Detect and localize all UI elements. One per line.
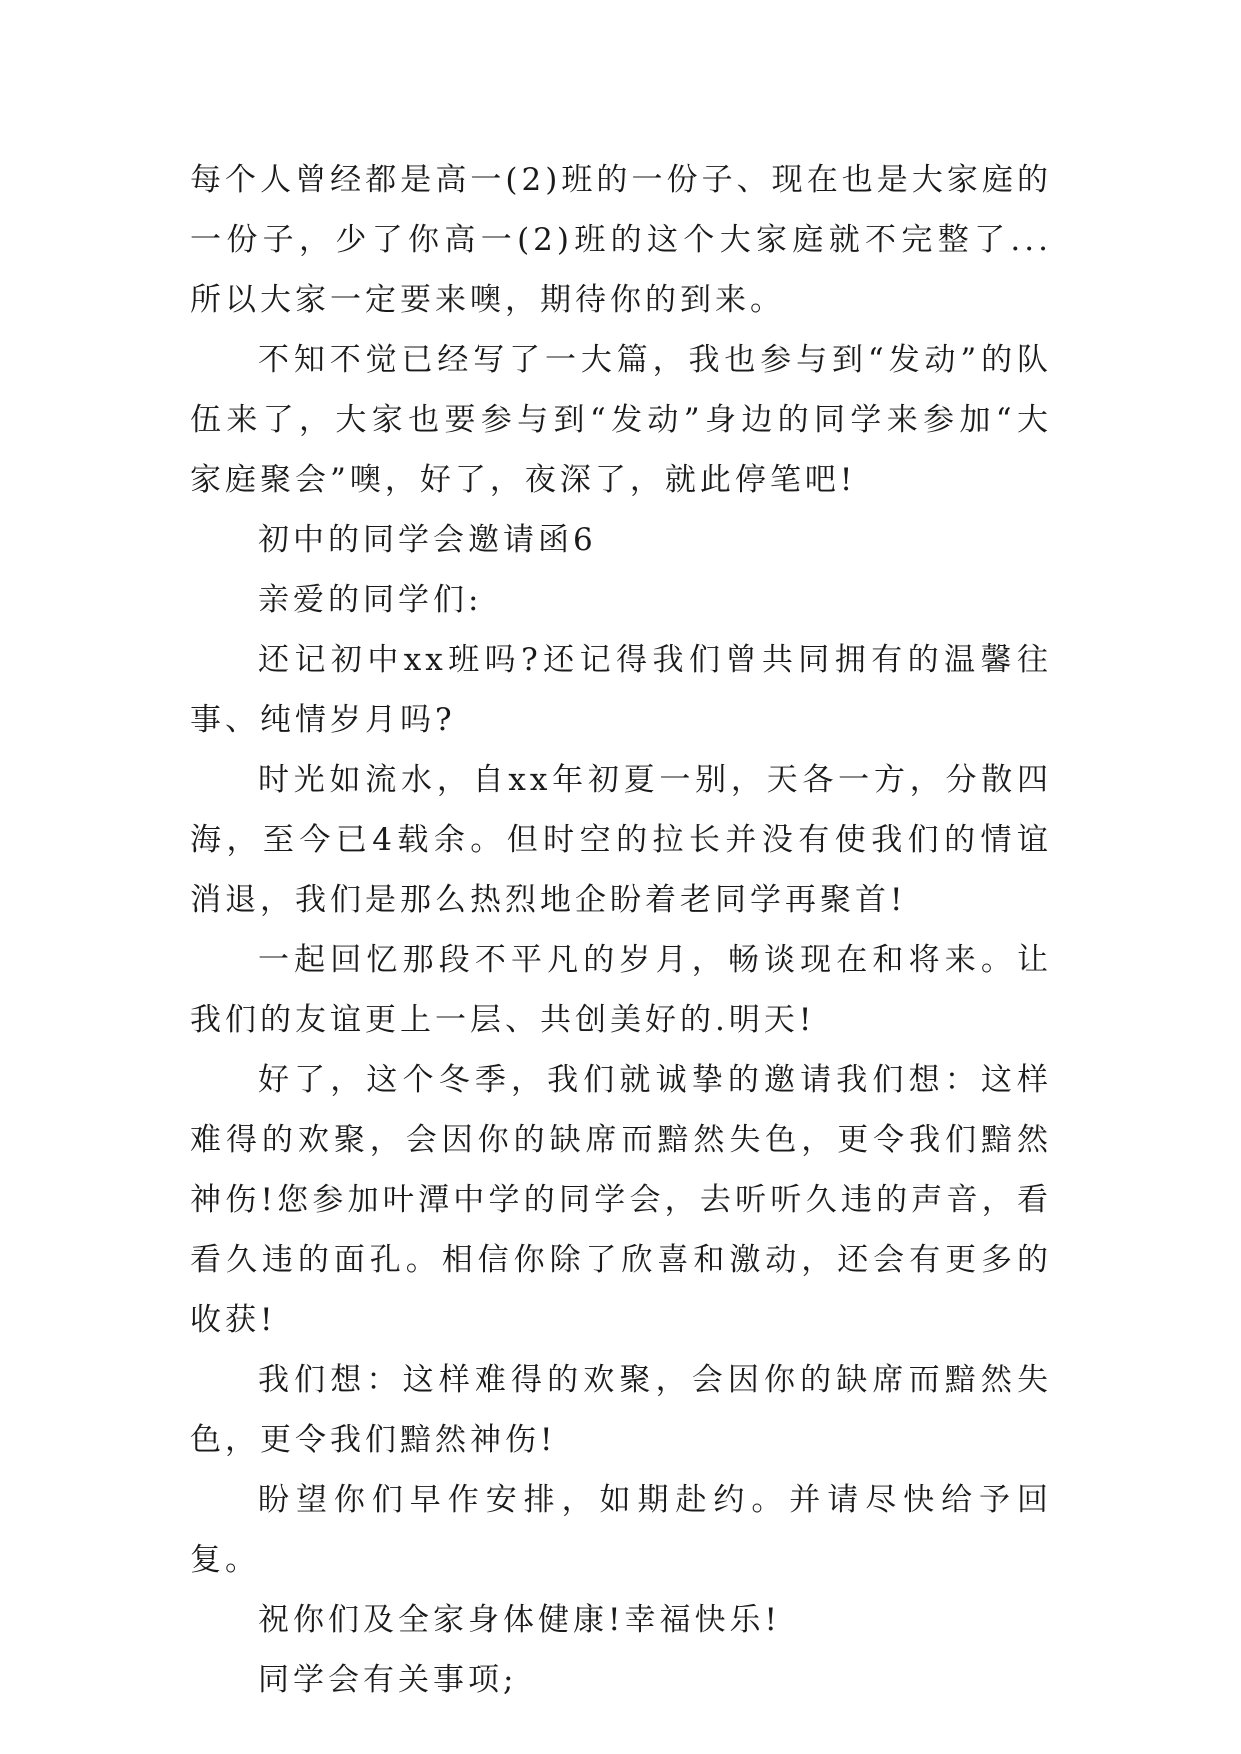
paragraph: 一起回忆那段不平凡的岁月，畅谈现在和将来。让我们的友谊更上一层、共创美好的.明天! xyxy=(190,942,1052,1038)
paragraph: 我们想：这样难得的欢聚，会因你的缺席而黯然失色，更令我们黯然神伤! xyxy=(190,1362,1052,1458)
paragraph: 每个人曾经都是高一(2)班的一份子、现在也是大家庭的一份子，少了你高一(2)班的这个大家庭就不完整了...所以大家一定要来噢，期待你的到来。 xyxy=(190,162,1052,318)
paragraph: 好了，这个冬季，我们就诚挚的邀请我们想：这样难得的欢聚，会因你的缺席而黯然失色，更令我们黯然神伤!您参加叶潭中学的同学会，去听听久违的声音，看看久违的面孔。相信你除了欣喜和激动，还会有更多的收获! xyxy=(190,1062,1052,1338)
salutation: 亲爱的同学们: xyxy=(258,582,483,618)
paragraph: 不知不觉已经写了一大篇，我也参与到“发动”的队伍来了，大家也要参与到“发动”身边的同学来参加“大家庭聚会”噢，好了，夜深了，就此停笔吧! xyxy=(190,342,1052,498)
paragraph: 时光如流水，自xx年初夏一别，天各一方，分散四海，至今已4载余。但时空的拉长并没有使我们的情谊消退，我们是那么热烈地企盼着老同学再聚首! xyxy=(190,762,1052,918)
paragraph: 还记初中xx班吗?还记得我们曾共同拥有的温馨往事、纯情岁月吗? xyxy=(190,642,1052,738)
paragraph: 同学会有关事项; xyxy=(258,1662,518,1698)
paragraph: 祝你们及全家身体健康!幸福快乐! xyxy=(258,1602,781,1638)
paragraph: 盼望你们早作安排，如期赴约。并请尽快给予回复。 xyxy=(190,1482,1052,1578)
document-body xyxy=(190,150,1052,1710)
section-heading: 初中的同学会邀请函6 xyxy=(258,522,597,558)
